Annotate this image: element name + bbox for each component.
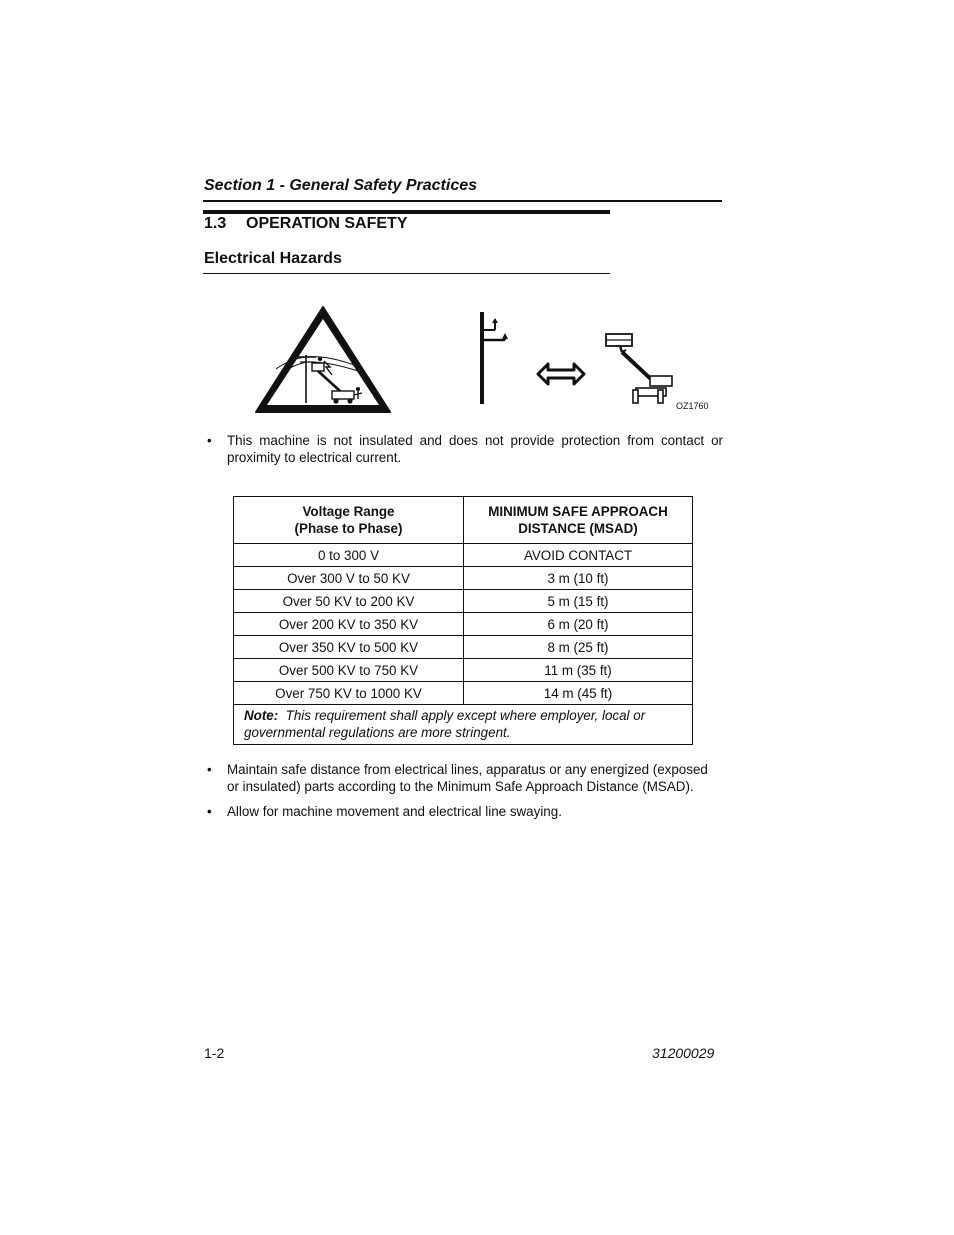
column-header-msad-line1: MINIMUM SAFE APPROACH	[488, 504, 668, 519]
note-text: This requirement shall apply except where employer, local or governmental regulations are more stringent.	[244, 708, 646, 740]
distance-cell: 11 m (35 ft)	[464, 659, 693, 682]
column-header-msad-line2: DISTANCE (MSAD)	[518, 521, 638, 536]
document-number: 31200029	[652, 1045, 715, 1061]
voltage-range-cell: 0 to 300 V	[234, 544, 464, 567]
table-note-row	[234, 705, 693, 745]
section-title-rule	[203, 210, 610, 214]
distance-cell: 8 m (25 ft)	[464, 636, 693, 659]
distance-cell: 14 m (45 ft)	[464, 682, 693, 705]
table-row	[234, 682, 693, 705]
table-row	[234, 659, 693, 682]
table-row	[234, 567, 693, 590]
table-note	[234, 705, 693, 745]
figure-code: OZ1760	[676, 401, 709, 411]
bullet-dot: •	[207, 433, 212, 448]
bullet-text: This machine is not insulated and does not provide protection from contact or proximity to electrical current.	[227, 433, 723, 465]
column-header-msad	[464, 497, 693, 544]
bullet-text: Maintain safe distance from electrical lines, apparatus or any energized (exposed or insulated) parts according to the Minimum Safe Approach Distance (MSAD).	[227, 762, 708, 794]
voltage-range-cell: Over 750 KV to 1000 KV	[234, 682, 464, 705]
subsection-rule	[203, 273, 610, 274]
section-number: 1.3	[204, 215, 227, 232]
electrocution-warning-icon	[254, 305, 392, 415]
table-row	[234, 590, 693, 613]
distance-cell: 5 m (15 ft)	[464, 590, 693, 613]
bullet-item	[207, 761, 723, 795]
clearance-distance-diagram	[472, 310, 682, 410]
voltage-range-cell: Over 200 KV to 350 KV	[234, 613, 464, 636]
voltage-range-cell: Over 350 KV to 500 KV	[234, 636, 464, 659]
section-title-text: OPERATION SAFETY	[246, 215, 408, 232]
column-header-voltage-line2: (Phase to Phase)	[294, 521, 403, 536]
distance-cell: AVOID CONTACT	[464, 544, 693, 567]
voltage-range-cell: Over 300 V to 50 KV	[234, 567, 464, 590]
note-label: Note:	[244, 708, 279, 723]
voltage-range-cell: Over 500 KV to 750 KV	[234, 659, 464, 682]
column-header-voltage-line1: Voltage Range	[302, 504, 395, 519]
bullet-dot: •	[207, 762, 212, 777]
section-title	[204, 215, 408, 233]
column-header-voltage	[234, 497, 464, 544]
page-number: 1-2	[204, 1045, 225, 1061]
table-row	[234, 613, 693, 636]
table-header-row	[234, 497, 693, 544]
table-row	[234, 636, 693, 659]
distance-cell: 6 m (20 ft)	[464, 613, 693, 636]
table-row	[234, 544, 693, 567]
bullet-dot: •	[207, 804, 212, 819]
subsection-title: Electrical Hazards	[204, 250, 342, 267]
distance-cell: 3 m (10 ft)	[464, 567, 693, 590]
header-rule	[203, 200, 722, 202]
bullet-text: Allow for machine movement and electrical line swaying.	[227, 804, 562, 819]
msad-table	[233, 496, 693, 745]
section-header: Section 1 - General Safety Practices	[204, 177, 478, 194]
voltage-range-cell: Over 50 KV to 200 KV	[234, 590, 464, 613]
bullet-item	[207, 432, 723, 466]
bullet-item	[207, 803, 723, 820]
